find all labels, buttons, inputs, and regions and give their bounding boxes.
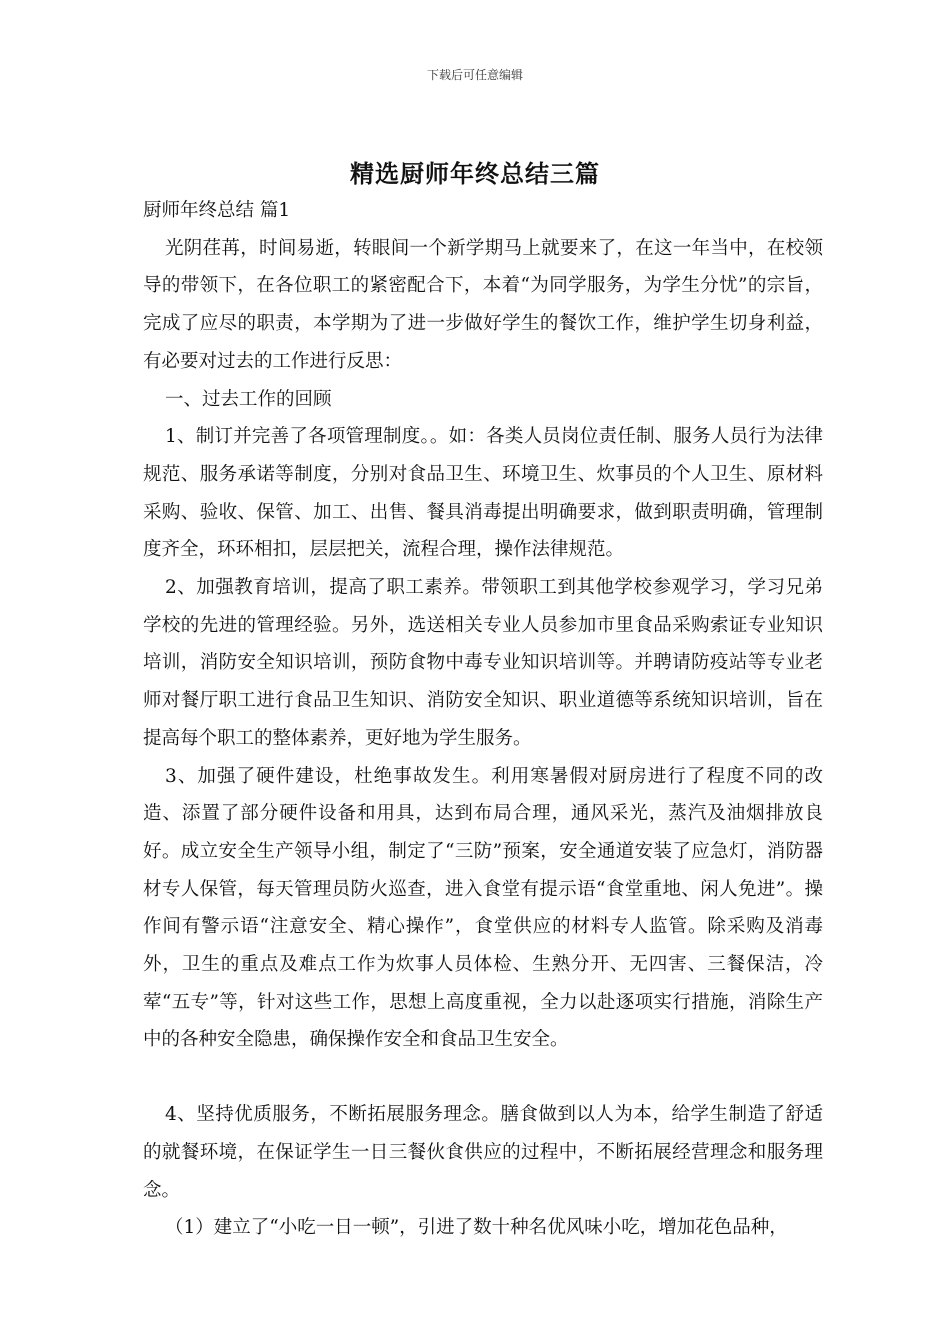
page-header-note: 下载后可任意编辑 — [426, 68, 523, 82]
paragraph-item-1: 1、制订并完善了各项管理制度。。如：各类人员岗位责任制、服务人员行为法律规范、服务承诺等制度，分别对食品卫生、环境卫生、炊事员的个人卫生、原材料采购、验收、保管、加工、出售、餐具消毒提出明确要求，做到职责明确，管理制度齐全，环环相扣，层层把关，流程合理，操作法律规范。 — [143, 426, 823, 561]
paragraph-item-4: 4、坚持优质服务，不断拓展服务理念。膳食做到以人为本，给学生制造了舒适的就餐环境，在保证学生一日三餐伙食供应的过程中，不断拓展经营理念和服务理念。 — [143, 1104, 823, 1201]
paragraph-item-3: 3、加强了硬件建设，杜绝事故发生。利用寒暑假对厨房进行了程度不同的改造、添置了部分硬件设备和用具，达到布局合理，通风采光，蒸汽及油烟排放良好。成立安全生产领导小组，制定了“三防”预案，安全通道安装了应急灯，消防器材专人保管，每天管理员防火巡查，进入食堂有提示语“食堂重地、闲人免进”。操作间有警示语“注意安全、精心操作”，食堂供应的材料专人监管。除采购及消毒外，卫生的重点及难点工作为炊事人员体检、生熟分开、无四害、三餐保洁，冷荤“五专”等，针对这些工作，思想上高度重视，全力以赴逐项实行措施，消除生产中的各种安全隐患，确保操作安全和食品卫生安全。 — [143, 765, 823, 1051]
document-title: 精选厨师年终总结三篇 — [350, 159, 600, 188]
document-body — [143, 192, 823, 1247]
paragraph-sub-item-1: （1）建立了“小吃一日一顿”，引进了数十种名优风味小吃，增加花色品种， — [165, 1217, 788, 1239]
section-subtitle: 厨师年终总结 篇1 — [143, 200, 291, 221]
paragraph-item-2: 2、加强教育培训，提高了职工素养。带领职工到其他学校参观学习，学习兄弟学校的先进的管理经验。另外，选送相关专业人员参加市里食品采购索证专业知识培训，消防安全知识培训，预防食物中毒专业知识培训等。并聘请防疫站等专业老师对餐厅职工进行食品卫生知识、消防安全知识、职业道德等系统知识培训，旨在提高每个职工的整体素养，更好地为学生服务。 — [143, 577, 823, 749]
paragraph-spacer — [143, 1059, 823, 1096]
section-heading: 一、过去工作的回顾 — [165, 388, 332, 410]
paragraph-intro: 光阴荏苒，时间易逝，转眼间一个新学期马上就要来了，在这一年当中，在校领导的带领下，在各位职工的紧密配合下，本着“为同学服务，为学生分忧”的宗旨，完成了应尽的职责，本学期为了进一步做好学生的餐饮工作，维护学生切身利益，有必要对过去的工作进行反思： — [143, 237, 823, 372]
